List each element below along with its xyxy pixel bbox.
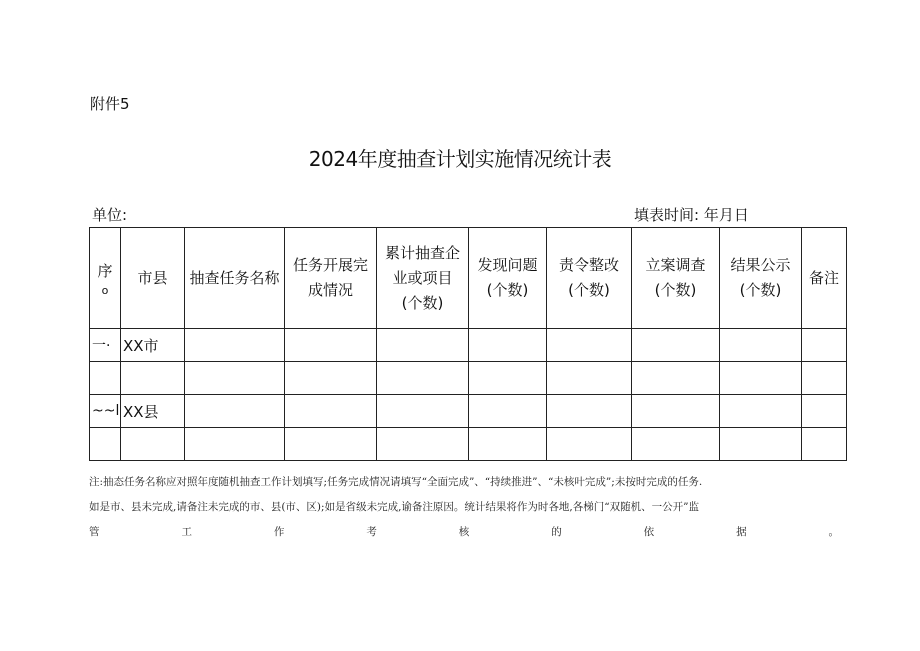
cell-seq	[90, 428, 121, 461]
cell-empty	[185, 329, 285, 362]
cell-empty	[802, 395, 847, 428]
footnote-char: 核	[458, 526, 470, 538]
cell-empty	[469, 395, 547, 428]
cell-city: XX县	[121, 395, 185, 428]
cell-city	[121, 428, 185, 461]
header-remarks: 备注	[802, 228, 847, 329]
cell-empty	[377, 329, 469, 362]
statistics-table	[89, 227, 847, 461]
header-city: 市县	[121, 228, 185, 329]
cell-city	[121, 362, 185, 395]
cell-empty	[632, 395, 720, 428]
cell-empty	[469, 428, 547, 461]
cell-empty	[185, 428, 285, 461]
footnote-char: 工	[181, 526, 192, 538]
cell-seq	[90, 362, 121, 395]
table-header-row	[90, 228, 847, 329]
footnote-char: 管	[89, 526, 100, 538]
table-footnote	[89, 470, 847, 545]
cell-empty	[547, 329, 632, 362]
footnote-char: 依	[643, 526, 655, 538]
page-title: 2024年度抽查计划实施情况统计表	[308, 147, 612, 171]
cell-empty	[377, 395, 469, 428]
cell-empty	[377, 362, 469, 395]
table-row	[90, 395, 847, 428]
footnote-char: 据	[736, 526, 747, 538]
table-row	[90, 428, 847, 461]
footnote-char: 。	[828, 526, 839, 538]
cell-empty	[185, 362, 285, 395]
cell-empty	[285, 362, 377, 395]
cell-empty	[547, 362, 632, 395]
cell-empty	[802, 329, 847, 362]
cell-empty	[720, 428, 802, 461]
footnote-char: 作	[273, 526, 285, 538]
cell-empty	[377, 428, 469, 461]
header-rectification: 责令整改 (个数)	[547, 228, 632, 329]
footnote-line-spread	[89, 520, 847, 545]
cell-empty	[547, 428, 632, 461]
cell-empty	[632, 428, 720, 461]
cell-empty	[720, 329, 802, 362]
header-issues-found: 发现问题 (个数)	[469, 228, 547, 329]
header-result-disclosure: 结果公示 (个数)	[720, 228, 802, 329]
unit-label: 单位:	[92, 206, 128, 224]
footnote-char: 考	[366, 526, 377, 538]
cell-empty	[469, 362, 547, 395]
header-task-name: 抽查任务名称	[185, 228, 285, 329]
footnote-line: 如是市、县未完成,请备注未完成的市、县(市、区);如是省级未完成,谕备注原因。统计结果将作为时各地,各梯门“双随机、一公开”监	[89, 501, 699, 513]
cell-empty	[285, 428, 377, 461]
cell-seq: 一·	[90, 329, 121, 362]
cell-empty	[632, 329, 720, 362]
header-task-status: 任务开展完 成情况	[285, 228, 377, 329]
header-seq: 序 o	[90, 228, 121, 329]
table-row	[90, 329, 847, 362]
cell-empty	[720, 395, 802, 428]
header-investigations: 立案调查 (个数)	[632, 228, 720, 329]
cell-empty	[802, 428, 847, 461]
cell-empty	[802, 362, 847, 395]
footnote-char: 的	[551, 526, 562, 538]
footnote-line: 注:抽态任务名称应对照年度随机抽查工作计划填写;任务完成情况请填写“全面完成”、“持续推进”、“未核叶完成”;未按时完成的任务.	[89, 476, 703, 488]
cell-empty	[469, 329, 547, 362]
cell-empty	[285, 395, 377, 428]
cell-empty	[285, 329, 377, 362]
cell-empty	[632, 362, 720, 395]
fill-time-label: 填表时间: 年月日	[634, 206, 749, 224]
cell-empty	[185, 395, 285, 428]
cell-city: XX市	[121, 329, 185, 362]
table-row	[90, 362, 847, 395]
cell-seq: ~~l	[90, 395, 121, 428]
attachment-label: 附件5	[90, 95, 130, 113]
cell-empty	[720, 362, 802, 395]
header-cumulative-inspections: 累计抽查企 业或项目 (个数)	[377, 228, 469, 329]
cell-empty	[547, 395, 632, 428]
